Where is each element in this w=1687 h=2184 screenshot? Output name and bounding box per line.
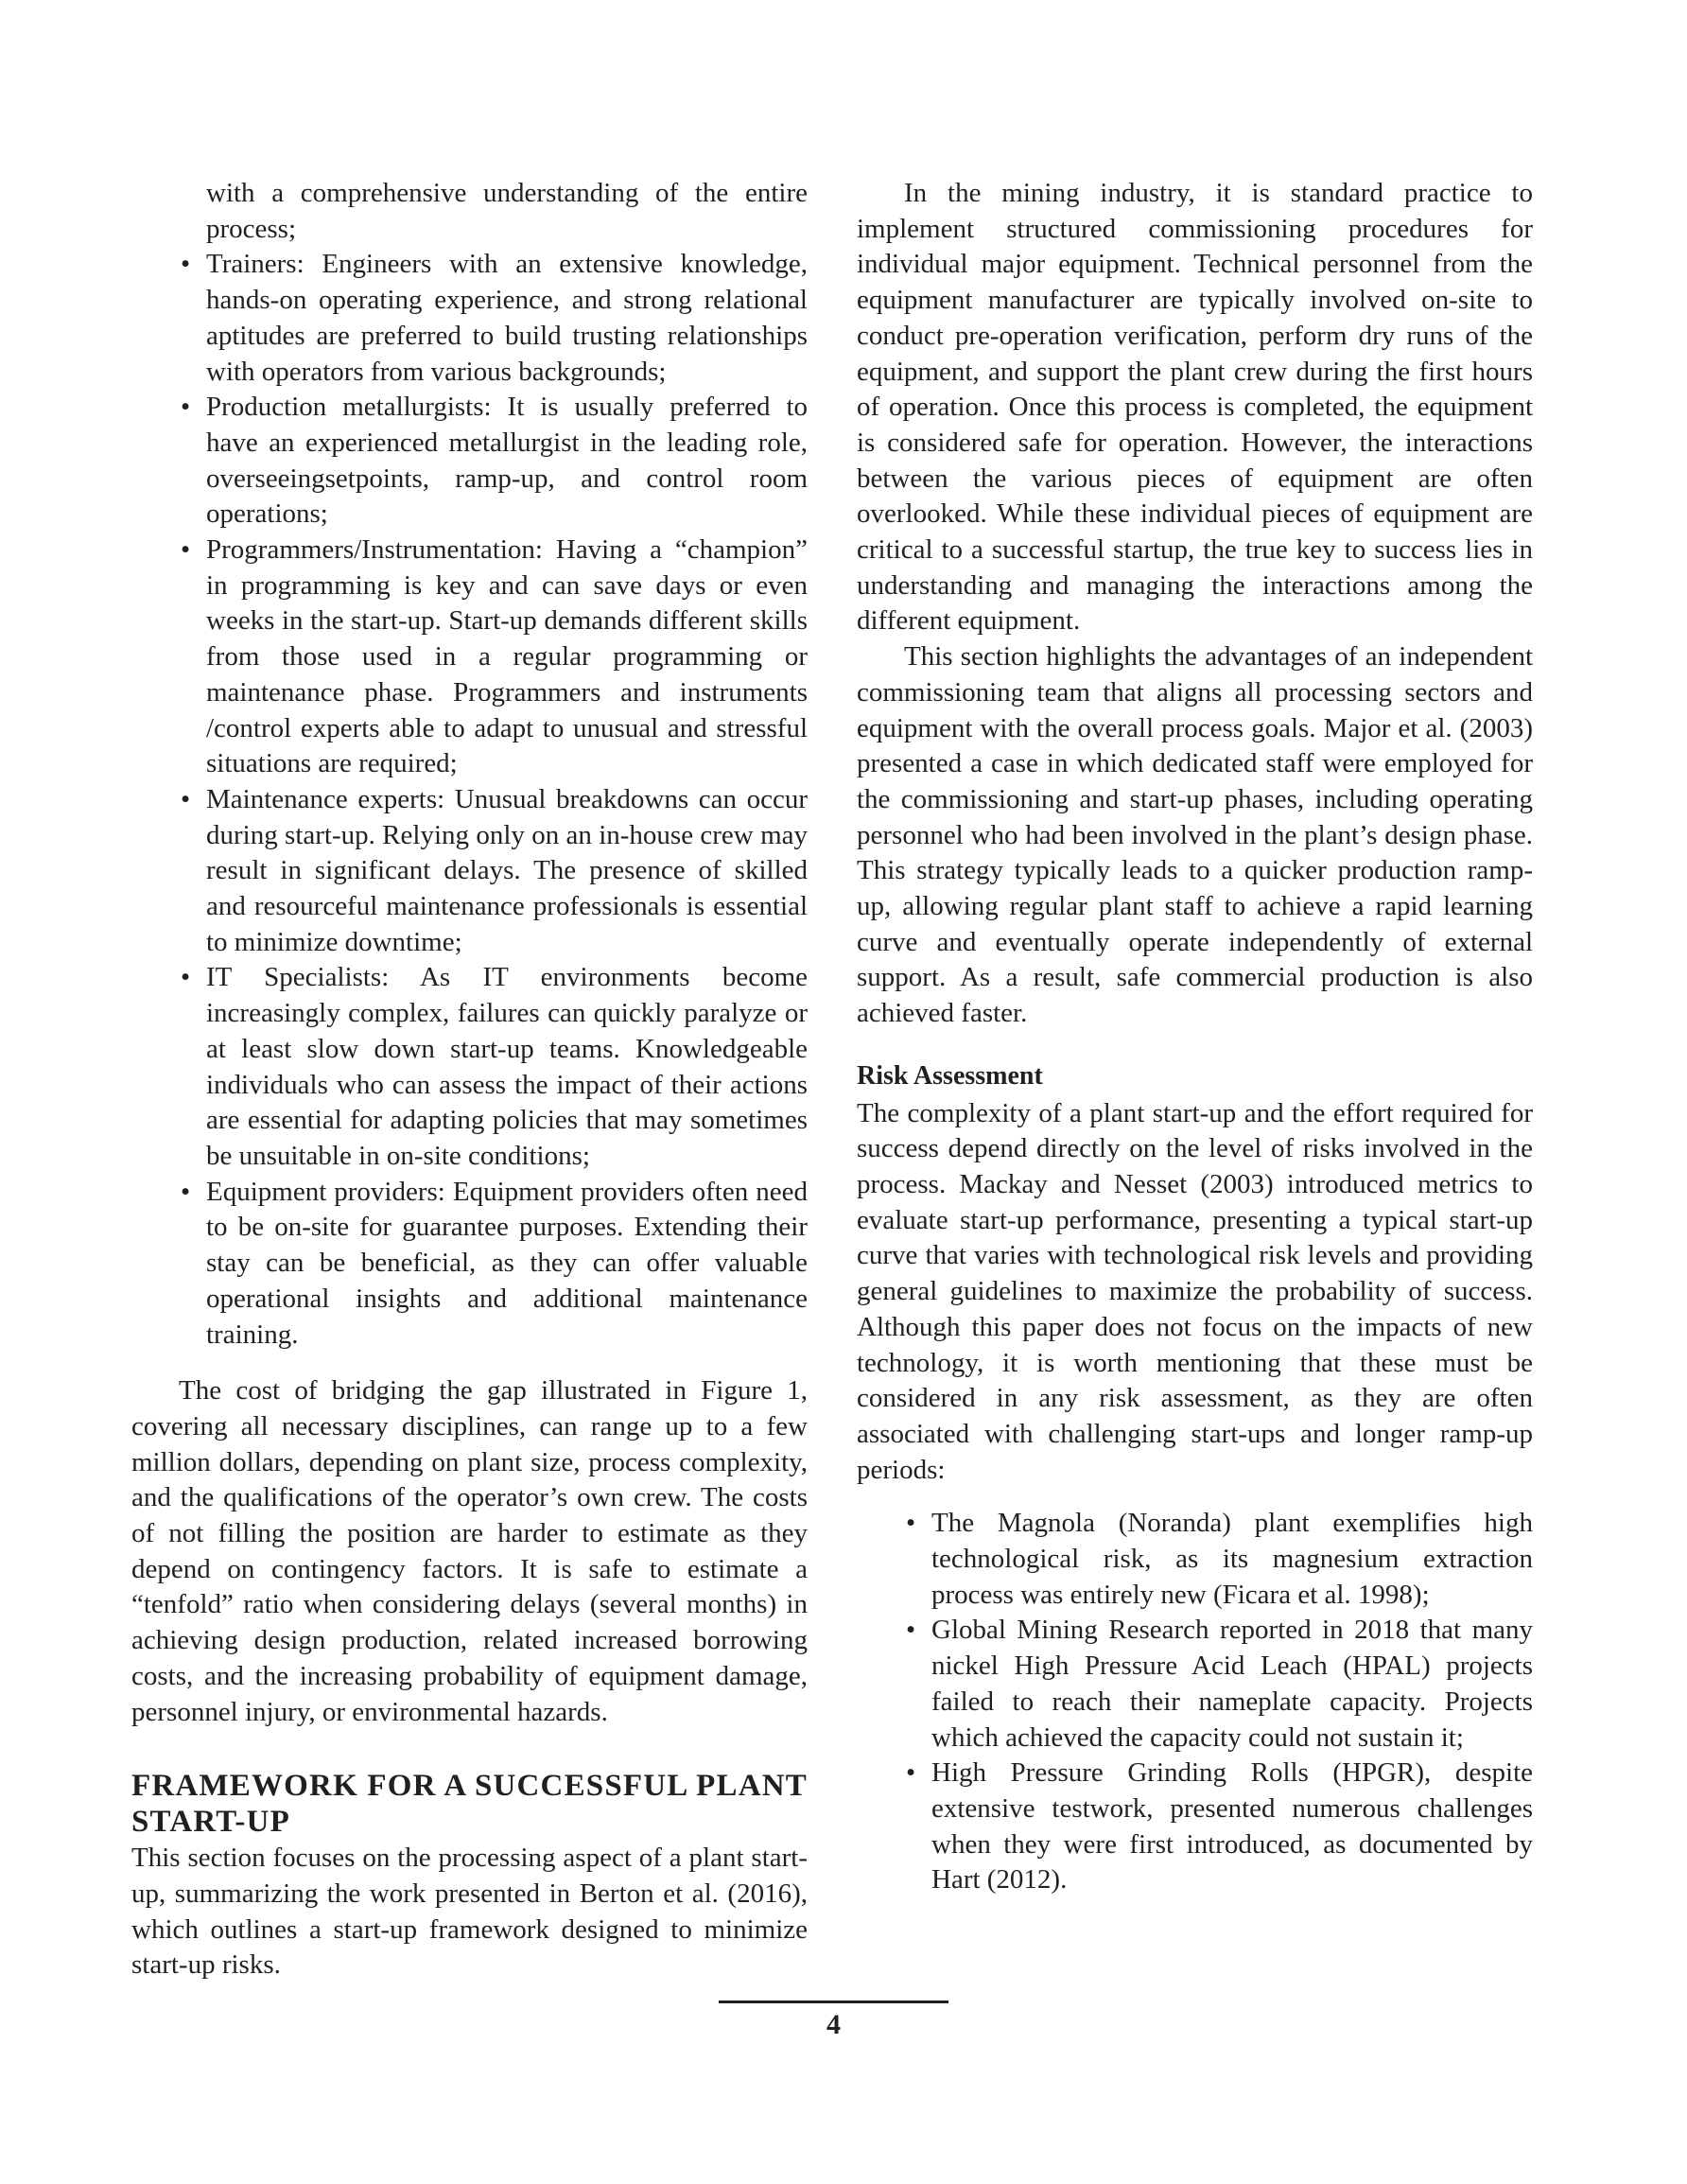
list-item: • High Pressure Grinding Rolls (HPGR), despite extensive testwork, presented numerous challenges when they were first introduced, as documented by Hart (2012). bbox=[857, 1756, 1533, 1898]
risk-paragraph: The complexity of a plant start-up and the effort required for success depend directly on the level of risks involved in the process. Mackay and Nesset (2003) introduced metrics to evaluate start-up performance, presenting a typical start-up curve that varies with technological risk levels and providing general guidelines to maximize the probability of success. Although this paper does not focus on the impacts of new technology, it is worth mentioning that these must be considered in any risk assessment, as they are often associated with challenging start-ups and longer ramp-up periods: bbox=[857, 1097, 1533, 1485]
list-item: • IT Specialists: As IT environments become increasingly complex, failures can quickly paralyze or at least slow down start-up teams. Knowledgeable individuals who can assess the impact of their actions are essential for adapting policies that may sometimes be unsuitable in on-site conditions; bbox=[131, 960, 808, 1174]
page-number: 4 bbox=[826, 2009, 841, 2040]
section-title: FRAMEWORK FOR A SUCCESSFUL PLANT START-UP bbox=[131, 1769, 808, 1840]
footer-rule bbox=[719, 2001, 948, 2003]
list-item: • Programmers/Instrumentation: Having a “champion” in programming is key and can save days or even weeks in the start-up. Start-up demands different skills from those used in a regular programming or maintenance phase. Programmers and instruments /control experts able to adapt to unusual and stressful situations are required; bbox=[131, 533, 808, 782]
continued-bullet-text: with a comprehensive understanding of the entire process; bbox=[206, 178, 808, 244]
roles-bullet-list bbox=[131, 247, 808, 1353]
section-highlights-paragraph: This section highlights the advantages of an independent commissioning team that aligns all processing sectors and equipment with the overall process goals. Major et al. (2003) presented a case in which dedicated staff were employed for the commissioning and start-up phases, including operating personnel who had been involved in the plant’s design phase. This strategy typically leads to a quicker production ramp-up, allowing regular plant staff to achieve a rapid learning curve and eventually operate independently of external support. As a result, safe commercial production is also achieved faster. bbox=[857, 641, 1533, 1029]
list-item: • The Magnola (Noranda) plant exemplifies high technological risk, as its magnesium extraction process was entirely new (Ficara et al. 1998); bbox=[857, 1506, 1533, 1613]
risk-bullet-list bbox=[857, 1506, 1533, 1898]
list-item: • Global Mining Research reported in 2018 that many nickel High Pressure Acid Leach (HPAL) projects failed to reach their nameplate capacity. Projects which achieved the capacity could not sustain it; bbox=[857, 1613, 1533, 1756]
list-item: • Equipment providers: Equipment providers often need to be on-site for guarantee purposes. Extending their stay can be beneficial, as they can offer valuable operational insights and additional maintenance training. bbox=[131, 1175, 808, 1354]
list-item: • Maintenance experts: Unusual breakdowns can occur during start-up. Relying only on an in-house crew may result in significant delays. The presence of skilled and resourceful maintenance professionals is essential to minimize downtime; bbox=[131, 782, 808, 961]
cost-paragraph: The cost of bridging the gap illustrated in Figure 1, covering all necessary disciplines, can range up to a few million dollars, depending on plant size, process complexity, and the qualifications of the operator’s own crew. The costs of not filling the position are harder to estimate as they depend on contingency factors. It is safe to estimate a “tenfold” ratio when considering delays (several months) in achieving design production, related increased borrowing costs, and the increasing probability of equipment damage, personnel injury, or environmental hazards. bbox=[131, 1375, 808, 1727]
right-column bbox=[857, 176, 1533, 1898]
list-item: • Trainers: Engineers with an extensive knowledge, hands-on operating experience, and strong relational aptitudes are preferred to build trusting relationships with operators from various backgrounds; bbox=[131, 247, 808, 390]
list-item: • Production metallurgists: It is usually preferred to have an experienced metallurgist in the leading role, overseeingsetpoints, ramp-up, and control room operations; bbox=[131, 390, 808, 533]
risk-assessment-heading: Risk Assessment bbox=[857, 1060, 1043, 1091]
left-column bbox=[131, 176, 808, 1983]
mining-paragraph: In the mining industry, it is standard practice to implement structured commissioning procedures for individual major equipment. Technical personnel from the equipment manufacturer are typically involved on-site to conduct pre-operation verification, perform dry runs of the equipment, and support the plant crew during the first hours of operation. Once this process is completed, the equipment is considered safe for operation. However, the interactions between the various pieces of equipment are often overlooked. While these individual pieces of equipment are critical to a successful startup, the true key to success lies in understanding and managing the interactions among the different equipment. bbox=[857, 178, 1533, 637]
framework-paragraph: This section focuses on the processing aspect of a plant start-up, summarizing the work presented in Berton et al. (2016), which outlines a start-up framework designed to minimize start-up risks. bbox=[131, 1843, 808, 1981]
